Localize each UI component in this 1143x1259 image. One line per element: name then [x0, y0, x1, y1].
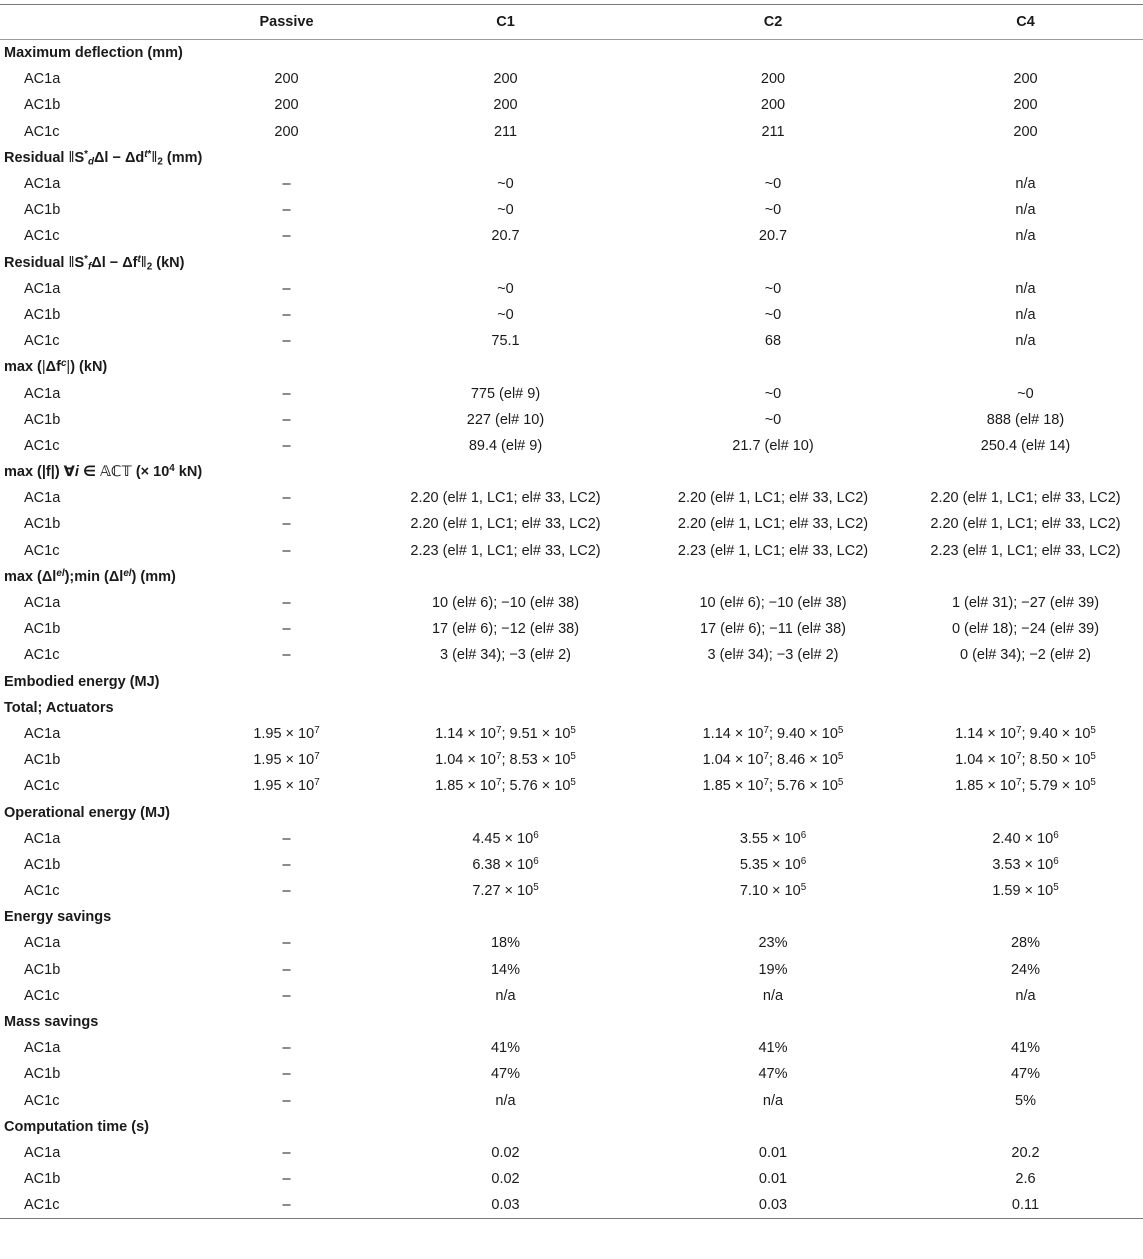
row-label: AC1b	[24, 306, 61, 323]
row-label: AC1a	[24, 385, 61, 402]
cell-c4: 2.20 (el# 1, LC1; el# 33, LC2)	[930, 490, 1121, 507]
cell-passive: $1.95 \times 10^7$	[253, 751, 320, 769]
cell-c2: 20.7	[758, 228, 788, 245]
table-row	[0, 1166, 1143, 1192]
cell-c2: 0.01	[758, 1144, 788, 1161]
row-label: AC1a	[24, 725, 61, 742]
table-row	[0, 1192, 1143, 1218]
section-header-row	[0, 1114, 1143, 1140]
table-row	[0, 590, 1143, 616]
cell-c4: n/a	[1015, 333, 1036, 350]
cell-c1: 3 (el# 34); −3 (el# 2)	[440, 647, 571, 664]
section-title: Mass savings	[4, 1014, 99, 1031]
cell-c1: 89.4 (el# 9)	[468, 437, 543, 454]
section-title: Embodied energy (MJ)	[4, 673, 160, 690]
section-header-row	[0, 250, 1143, 276]
cell-c4: n/a	[1015, 987, 1036, 1004]
cell-c1: 20.7	[491, 228, 520, 245]
row-label: AC1b	[24, 1066, 61, 1083]
cell-c1: 0.03	[491, 1197, 520, 1214]
section-title: Operational energy (MJ)	[4, 804, 170, 821]
cell-c1: n/a	[495, 987, 516, 1004]
cell-c1: 10 (el# 6); −10 (el# 38)	[431, 595, 580, 612]
cell-c2: ~0	[764, 306, 782, 323]
cell-passive: –	[282, 1171, 291, 1188]
row-label: AC1c	[24, 647, 60, 664]
cell-c4: n/a	[1015, 306, 1036, 323]
cell-passive: –	[282, 228, 291, 245]
cell-passive: 200	[274, 97, 299, 114]
cell-c4: 2.6	[1015, 1171, 1036, 1188]
table-row	[0, 197, 1143, 223]
row-label: AC1b	[24, 621, 61, 638]
results-table-container	[0, 4, 1143, 1219]
row-label: AC1a	[24, 935, 61, 952]
cell-c2: 0.01	[758, 1171, 788, 1188]
cell-c1: 0.02	[491, 1171, 520, 1188]
cell-c1: 17 (el# 6); −12 (el# 38)	[431, 621, 580, 638]
cell-c4: ~0	[1017, 385, 1034, 402]
cell-passive: –	[282, 647, 291, 664]
cell-c2: 23%	[758, 935, 788, 952]
section-header-row	[0, 695, 1143, 721]
cell-c2: 3 (el# 34); −3 (el# 2)	[707, 647, 839, 664]
cell-c1: 200	[493, 71, 518, 88]
cell-c1: 211	[493, 123, 518, 140]
table-row	[0, 223, 1143, 249]
cell-c2: 19%	[758, 961, 788, 978]
section-header-row	[0, 145, 1143, 171]
row-label: AC1b	[24, 1171, 61, 1188]
cell-c4: n/a	[1015, 176, 1036, 193]
cell-c1: $1.14 \times 10^7$; $9.51 \times 10^5$	[435, 725, 576, 742]
section-header-row	[0, 799, 1143, 825]
cell-c2: $3.55 \times 10^6$	[739, 829, 807, 847]
cell-passive: –	[282, 333, 291, 350]
cell-passive: –	[282, 280, 291, 297]
cell-c4: 20.2	[1011, 1144, 1040, 1161]
cell-c1: 18%	[490, 935, 521, 952]
cell-c2: 200	[760, 71, 786, 88]
cell-passive: –	[282, 516, 291, 533]
cell-passive: –	[282, 621, 291, 638]
section-header-row	[0, 459, 1143, 485]
row-label: AC1b	[24, 202, 61, 219]
cell-passive: –	[282, 411, 291, 428]
cell-c4: 41%	[1010, 1040, 1041, 1057]
cell-c4: 1 (el# 31); −27 (el# 39)	[951, 595, 1100, 612]
cell-c4: $1.85 \times 10^7$; $5.79 \times 10^5$	[955, 777, 1096, 795]
cell-passive: –	[282, 1197, 291, 1214]
table-row	[0, 380, 1143, 406]
header-c4: C4	[1016, 14, 1035, 30]
section-header-row	[0, 354, 1143, 380]
section-title: Maximum deflection (mm)	[4, 45, 183, 62]
cell-c2: 211	[761, 123, 785, 140]
cell-c4: 47%	[1010, 1066, 1041, 1083]
table-header	[0, 5, 1143, 39]
table-row	[0, 983, 1143, 1009]
section-title: $\max (|\Delta f^c|)$ (kN)	[4, 358, 108, 376]
cell-passive: –	[282, 306, 291, 323]
cell-c4: $2.40 \times 10^6$	[992, 829, 1059, 847]
table-row	[0, 511, 1143, 537]
cell-passive: 200	[274, 123, 299, 140]
table-row	[0, 930, 1143, 956]
row-label: AC1c	[24, 123, 60, 140]
cell-c2: 2.20 (el# 1, LC1; el# 33, LC2)	[677, 516, 869, 533]
cell-c4: n/a	[1015, 202, 1036, 219]
table-row	[0, 433, 1143, 459]
row-label: AC1c	[24, 437, 60, 454]
table-row	[0, 1088, 1143, 1114]
table-row	[0, 773, 1143, 799]
cell-passive: –	[282, 176, 291, 193]
cell-c1: 41%	[490, 1040, 521, 1057]
cell-passive: –	[282, 1040, 291, 1057]
cell-c4: 0 (el# 34); −2 (el# 2)	[960, 647, 1091, 664]
row-label: AC1a	[24, 595, 61, 612]
cell-c1: 775 (el# 9)	[470, 385, 541, 402]
cell-c1: ~0	[497, 176, 514, 193]
cell-c2: n/a	[762, 1092, 784, 1109]
cell-c1: ~0	[497, 306, 514, 323]
section-title: $\max (\Delta l^{el});\min$ $(\Delta l^{el})$ (mm)	[4, 567, 176, 585]
cell-c2: ~0	[764, 280, 782, 297]
table-row	[0, 826, 1143, 852]
row-label: AC1b	[24, 97, 61, 114]
cell-c2: ~0	[764, 385, 782, 402]
cell-c4: 888 (el# 18)	[986, 411, 1065, 428]
cell-c2: n/a	[762, 987, 784, 1004]
cell-c2: 21.7 (el# 10)	[732, 437, 814, 454]
row-label: AC1b	[24, 752, 61, 769]
table-row	[0, 538, 1143, 564]
table-row	[0, 92, 1143, 118]
cell-c4: 24%	[1010, 961, 1041, 978]
cell-passive: –	[282, 987, 291, 1004]
header-c2: C2	[763, 14, 783, 30]
cell-c1: ~0	[497, 202, 514, 219]
row-label: AC1a	[24, 1040, 61, 1057]
cell-c1: 2.20 (el# 1, LC1; el# 33, LC2)	[410, 490, 601, 507]
cell-passive: –	[282, 1092, 291, 1109]
row-label: AC1a	[24, 176, 61, 193]
cell-c1: 0.02	[491, 1144, 520, 1161]
table-row	[0, 328, 1143, 354]
table-body	[0, 39, 1143, 1218]
section-title: Residual $‖S^*_f\Delta l$ − $\Delta f^t‖_2$ (kN)	[4, 253, 185, 273]
cell-passive: –	[282, 437, 291, 454]
cell-c2: 0.03	[758, 1197, 788, 1214]
cell-passive: –	[282, 830, 291, 847]
cell-c1: n/a	[495, 1092, 516, 1109]
section-title: Residual $‖S^*_d\Delta l$ − $\Delta d^{t*}‖_2$ (mm)	[4, 148, 203, 168]
cell-passive: –	[282, 490, 291, 507]
cell-passive: –	[282, 961, 291, 978]
cell-c4: 200	[1013, 97, 1038, 114]
cell-c1: 227 (el# 10)	[466, 411, 545, 428]
cell-c1: $6.38 \times 10^6$	[472, 855, 539, 873]
cell-passive: –	[282, 856, 291, 873]
row-label: AC1c	[24, 883, 60, 900]
header-c1: C1	[496, 14, 515, 30]
row-label: AC1a	[24, 1144, 61, 1161]
cell-c2: $7.10 \times 10^5$	[739, 882, 807, 900]
row-label: AC1c	[24, 542, 60, 559]
table-row	[0, 616, 1143, 642]
cell-c1: 2.23 (el# 1, LC1; el# 33, LC2)	[410, 542, 601, 559]
row-label: AC1c	[24, 1197, 60, 1214]
cell-c1: 75.1	[491, 333, 520, 350]
cell-c1: 2.20 (el# 1, LC1; el# 33, LC2)	[410, 516, 601, 533]
cell-c2: 68	[764, 333, 782, 350]
cell-c1: 200	[493, 97, 518, 114]
cell-c2: $1.14 \times 10^7$; $9.40 \times 10^5$	[702, 725, 844, 742]
table-row	[0, 119, 1143, 145]
cell-passive: $1.95 \times 10^7$	[253, 777, 320, 795]
table-row	[0, 1061, 1143, 1087]
cell-c1: ~0	[497, 280, 514, 297]
cell-c2: ~0	[764, 176, 782, 193]
cell-passive: –	[282, 1144, 291, 1161]
cell-c2: 200	[760, 97, 786, 114]
cell-c1: $1.04 \times 10^7$; $8.53 \times 10^5$	[435, 751, 576, 769]
cell-c4: $1.04 \times 10^7$; $8.50 \times 10^5$	[955, 751, 1096, 769]
cell-passive: –	[282, 385, 291, 402]
cell-c4: 0.11	[1011, 1197, 1040, 1214]
cell-c2: 17 (el# 6); −11 (el# 38)	[699, 621, 847, 638]
table-row	[0, 1140, 1143, 1166]
header-passive: Passive	[259, 14, 314, 30]
cell-c2: $5.35 \times 10^6$	[739, 855, 807, 873]
cell-c1: $7.27 \times 10^5$	[472, 882, 539, 900]
row-label: AC1c	[24, 228, 60, 245]
cell-c4: 200	[1013, 71, 1038, 88]
header-label-column	[0, 5, 200, 39]
section-header-row	[0, 40, 1143, 66]
cell-c1: 47%	[490, 1066, 521, 1083]
table-row	[0, 878, 1143, 904]
header-row	[0, 5, 1143, 39]
cell-c4: 2.20 (el# 1, LC1; el# 33, LC2)	[930, 516, 1121, 533]
cell-c4: 200	[1013, 123, 1038, 140]
cell-passive: –	[282, 1066, 291, 1083]
cell-c4: $1.14 \times 10^7$; $9.40 \times 10^5$	[955, 725, 1096, 742]
cell-c4: n/a	[1015, 280, 1036, 297]
cell-passive: 200	[274, 71, 299, 88]
cell-c2: 10 (el# 6); −10 (el# 38)	[699, 595, 847, 612]
cell-passive: –	[282, 542, 291, 559]
cell-c4: 0 (el# 18); −24 (el# 39)	[951, 621, 1100, 638]
cell-c2: 47%	[758, 1066, 788, 1083]
section-title: Total; Actuators	[4, 699, 114, 716]
table-row	[0, 721, 1143, 747]
table-row	[0, 1035, 1143, 1061]
cell-c1: $4.45 \times 10^6$	[472, 829, 539, 847]
cell-c2: 41%	[758, 1040, 788, 1057]
cell-c4: 28%	[1010, 935, 1041, 952]
section-header-row	[0, 904, 1143, 930]
row-label: AC1c	[24, 987, 60, 1004]
cell-passive: –	[282, 883, 291, 900]
row-label: AC1b	[24, 961, 61, 978]
row-label: AC1a	[24, 280, 61, 297]
cell-passive: –	[282, 595, 291, 612]
cell-c2: $1.04 \times 10^7$; $8.46 \times 10^5$	[702, 751, 844, 769]
section-header-row	[0, 1009, 1143, 1035]
cell-c4: 5%	[1015, 1092, 1036, 1109]
cell-c1: $1.85 \times 10^7$; $5.76 \times 10^5$	[435, 777, 576, 795]
cell-passive: –	[282, 202, 291, 219]
table-row	[0, 276, 1143, 302]
row-label: AC1b	[24, 411, 61, 428]
table-row	[0, 642, 1143, 668]
cell-c2: ~0	[764, 202, 782, 219]
table-row	[0, 852, 1143, 878]
table-row	[0, 747, 1143, 773]
cell-c4: $3.53 \times 10^6$	[992, 855, 1059, 873]
cell-c4: $1.59 \times 10^5$	[992, 882, 1059, 900]
section-title: Energy savings	[4, 909, 112, 926]
cell-c4: n/a	[1015, 228, 1036, 245]
row-label: AC1a	[24, 830, 61, 847]
table-row	[0, 66, 1143, 92]
cell-c4: 2.23 (el# 1, LC1; el# 33, LC2)	[930, 542, 1121, 559]
row-label: AC1a	[24, 71, 61, 88]
cell-c2: ~0	[764, 411, 782, 428]
table-row	[0, 957, 1143, 983]
section-title: Computation time (s)	[4, 1118, 149, 1135]
table-bottom-rule	[0, 1218, 1143, 1219]
row-label: AC1b	[24, 516, 61, 533]
section-title: max (|f|) ∀i ∈ 𝔸ℂ𝕋 (× $10^4$ kN)	[4, 463, 203, 481]
cell-c2: 2.20 (el# 1, LC1; el# 33, LC2)	[677, 490, 869, 507]
cell-c2: 2.23 (el# 1, LC1; el# 33, LC2)	[677, 542, 869, 559]
table-row	[0, 302, 1143, 328]
cell-c2: $1.85 \times 10^7$; $5.76 \times 10^5$	[702, 777, 844, 795]
cell-passive: $1.95 \times 10^7$	[253, 725, 320, 742]
section-header-row	[0, 564, 1143, 590]
section-header-row	[0, 669, 1143, 695]
row-label: AC1c	[24, 778, 60, 795]
results-table	[0, 5, 1143, 1218]
row-label: AC1b	[24, 856, 61, 873]
row-label: AC1a	[24, 490, 61, 507]
table-row	[0, 171, 1143, 197]
row-label: AC1c	[24, 333, 60, 350]
cell-c1: 14%	[490, 961, 521, 978]
table-row	[0, 407, 1143, 433]
table-row	[0, 485, 1143, 511]
cell-c4: 250.4 (el# 14)	[980, 437, 1071, 454]
cell-passive: –	[282, 935, 291, 952]
row-label: AC1c	[24, 1092, 60, 1109]
